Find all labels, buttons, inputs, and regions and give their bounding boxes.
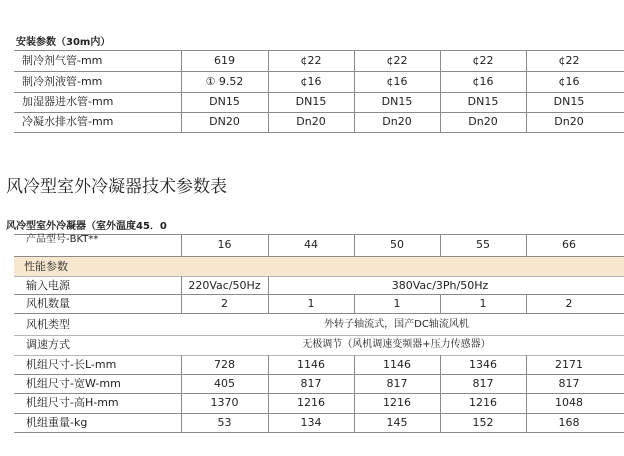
table-cell: DN15	[381, 95, 413, 108]
table-cell: ① 9.52	[205, 75, 244, 88]
table-cell: ¢22	[472, 54, 494, 67]
power-label: 输入电源	[26, 279, 70, 292]
dim-label: 机组重量-kg	[26, 416, 88, 429]
model-value: 55	[476, 238, 490, 251]
table-cell: 1146	[383, 358, 411, 371]
table-cell: Dn20	[382, 115, 412, 128]
fan-count-value: 2	[221, 297, 228, 310]
table-cell: 1216	[469, 396, 497, 409]
row-label: 加湿器进水管-mm	[22, 95, 114, 108]
table-cell: 817	[300, 377, 322, 390]
dim-label: 机组尺寸-宽W-mm	[26, 377, 121, 390]
row-divider	[14, 313, 624, 314]
fan-count-value: 1	[393, 297, 401, 310]
table-cell: 1370	[210, 396, 239, 409]
row-divider	[14, 112, 624, 113]
install-title: 安装参数（30m内）	[16, 37, 111, 48]
table-cell: ¢16	[386, 75, 408, 88]
model-value: 66	[562, 238, 576, 251]
table-cell: 1346	[469, 358, 497, 371]
row-label: 制冷剂气管-mm	[22, 54, 103, 67]
dim-label: 机组尺寸-长L-mm	[26, 358, 117, 371]
power-value-single: 220Vac/50Hz	[188, 279, 261, 292]
fan-type-value: 外转子轴流式，国产DC轴流风机	[324, 319, 469, 330]
table-cell: ¢16	[472, 75, 494, 88]
performance-band	[14, 257, 624, 276]
table-cell: Dn20	[296, 115, 326, 128]
dim-label: 机组尺寸-高H-mm	[26, 396, 119, 409]
table-cell: 817	[386, 377, 408, 390]
row-divider	[14, 413, 624, 414]
fan-count-value: 1	[307, 297, 315, 310]
table-cell: 817	[558, 377, 580, 390]
row-divider	[14, 355, 624, 356]
performance-label: 性能参数	[24, 260, 68, 273]
row-divider	[14, 50, 624, 51]
table-cell: 405	[214, 377, 235, 390]
table-cell: ¢22	[386, 54, 408, 67]
row-label: 制冷剂液管-mm	[22, 75, 103, 88]
table-cell: ¢22	[300, 54, 322, 67]
table-cell: ¢16	[300, 75, 322, 88]
table-cell: DN15	[209, 95, 240, 108]
table-cell: Dn20	[554, 115, 584, 128]
table-cell: 145	[386, 416, 408, 429]
table-cell: 134	[300, 416, 322, 429]
row-label: 冷凝水排水管-mm	[22, 115, 114, 128]
section-heading: 风冷型室外冷凝器技术参数表	[6, 177, 227, 197]
row-divider	[14, 71, 624, 72]
row-divider	[14, 234, 624, 235]
row-divider	[14, 92, 624, 93]
table-cell: DN20	[209, 115, 240, 128]
fan-count-value: 2	[565, 297, 573, 310]
model-value: 16	[217, 238, 232, 251]
fan-count-label: 风机数量	[26, 297, 70, 310]
table-cell: 53	[217, 416, 232, 429]
table-cell: 1146	[297, 358, 325, 371]
row-divider	[14, 294, 624, 295]
table-cell: 619	[214, 54, 235, 67]
table-cell: Dn20	[468, 115, 498, 128]
table-cell: 1216	[297, 396, 325, 409]
table-cell: 1216	[383, 396, 411, 409]
row-divider	[14, 132, 624, 133]
model-value: 44	[304, 238, 318, 251]
table-cell: ¢16	[558, 75, 580, 88]
fan-count-value: 1	[479, 297, 487, 310]
table-cell: DN15	[467, 95, 499, 108]
speed-label: 调速方式	[26, 338, 70, 351]
condenser-subtitle: 风冷型室外冷凝器（室外温度45．0	[6, 221, 167, 232]
table-cell: DN15	[295, 95, 327, 108]
row-divider	[14, 335, 624, 336]
row-divider	[14, 276, 624, 277]
table-cell: 168	[558, 416, 580, 429]
table-cell: 152	[472, 416, 494, 429]
row-divider	[14, 393, 624, 394]
table-cell: 728	[214, 358, 235, 371]
row-divider	[14, 256, 624, 257]
table-cell: ¢22	[558, 54, 580, 67]
table-cell: 1048	[555, 396, 583, 409]
model-value: 50	[390, 238, 404, 251]
model-label: 产品型号-BKT**	[26, 234, 99, 245]
table-cell: 2171	[555, 358, 583, 371]
row-divider	[14, 432, 624, 433]
power-value-three-phase: 380Vac/3Ph/50Hz	[391, 279, 489, 292]
speed-value: 无极调节（风机调速变频器+压力传感器）	[302, 339, 491, 350]
table-cell: 817	[472, 377, 494, 390]
fan-type-label: 风机类型	[26, 318, 70, 331]
row-divider	[14, 374, 624, 375]
table-cell: DN15	[553, 95, 585, 108]
